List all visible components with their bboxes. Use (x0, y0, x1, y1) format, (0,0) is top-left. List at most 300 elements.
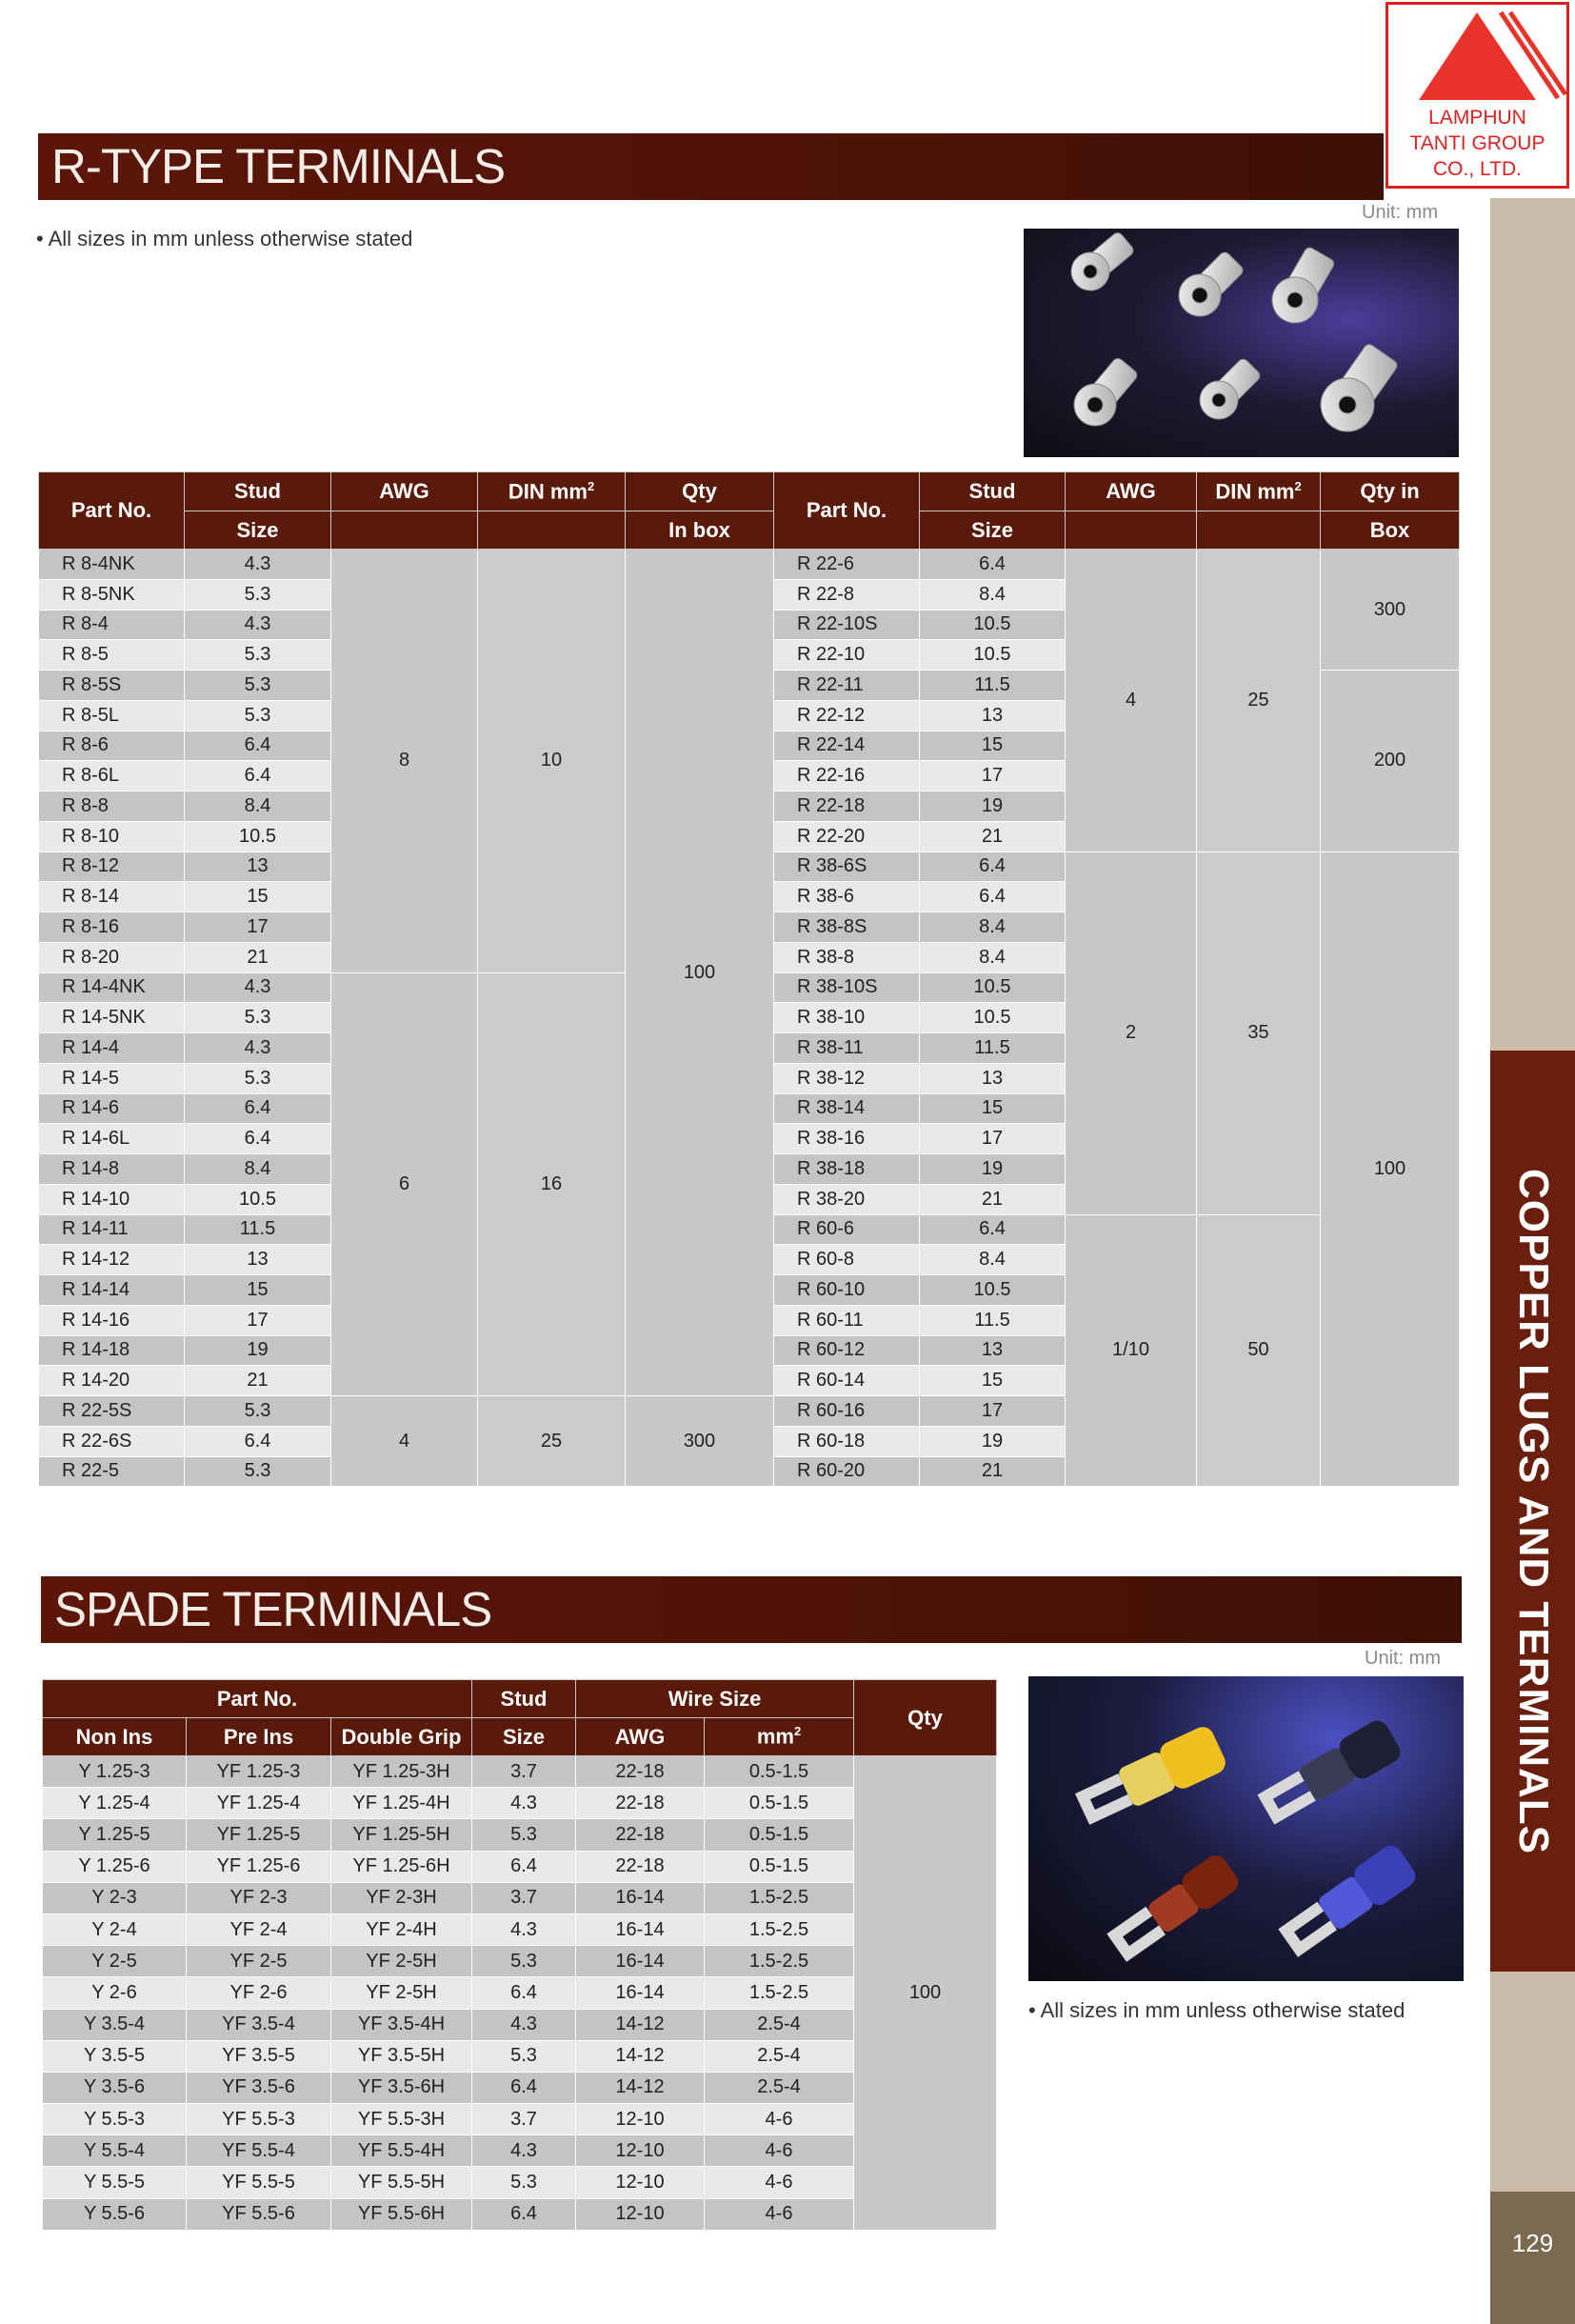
non-ins-cell: Y 5.5-3 (43, 2104, 187, 2135)
table-row (43, 1913, 997, 1945)
pre-ins-cell: YF 2-4 (187, 1913, 331, 1945)
part-number-cell: R 38-18 (774, 1154, 920, 1185)
non-ins-cell: Y 3.5-4 (43, 2009, 187, 2040)
double-grip-cell: YF 1.25-5H (331, 1819, 472, 1851)
header-box: Box (1321, 511, 1460, 550)
stud-size-cell: 21 (920, 1456, 1066, 1487)
stud-size-cell: 5.3 (185, 1063, 331, 1093)
stud-size-cell: 6.4 (185, 1124, 331, 1154)
stud-size-cell: 3.7 (472, 2104, 576, 2135)
header-awg: AWG (576, 1718, 705, 1756)
double-grip-cell: YF 5.5-5H (331, 2167, 472, 2198)
awg-cell: 16-14 (576, 1977, 705, 2009)
table-row (43, 1819, 997, 1851)
stud-size-cell: 8.4 (920, 942, 1066, 972)
header-non-ins: Non Ins (43, 1718, 187, 1756)
header-mm: $mm^2$ (705, 1718, 854, 1756)
table-row (43, 2198, 997, 2230)
awg-cell: 4 (1066, 550, 1197, 852)
part-number-cell: R 22-5S (39, 1396, 185, 1427)
part-number-cell: R 8-5 (39, 640, 185, 671)
part-number-cell: R 38-10 (774, 1003, 920, 1033)
stud-size-cell: 10.5 (920, 1003, 1066, 1033)
stud-size-cell: 4.3 (185, 610, 331, 640)
part-number-cell: R 60-18 (774, 1426, 920, 1456)
stud-size-cell: 8.4 (185, 791, 331, 822)
pre-ins-cell: YF 5.5-6 (187, 2198, 331, 2230)
part-number-cell: R 22-14 (774, 731, 920, 761)
part-number-cell: R 8-6L (39, 761, 185, 791)
sidebar-band-bottom (1490, 1972, 1575, 2192)
part-number-cell: R 8-4 (39, 610, 185, 640)
non-ins-cell: Y 3.5-5 (43, 2040, 187, 2072)
awg-cell: 12-10 (576, 2167, 705, 2198)
part-number-cell: R 14-4 (39, 1033, 185, 1064)
part-number-cell: R 8-6 (39, 731, 185, 761)
awg-cell: 14-12 (576, 2040, 705, 2072)
stud-size-cell: 6.4 (920, 1214, 1066, 1245)
double-grip-cell: YF 3.5-5H (331, 2040, 472, 2072)
mm2-cell: 1.5-2.5 (705, 1946, 854, 1977)
logo-line-3: CO., LTD. (1433, 158, 1522, 180)
mm2-cell: 0.5-1.5 (705, 1756, 854, 1788)
stud-size-cell: 10.5 (185, 821, 331, 851)
table-row (43, 2009, 997, 2040)
mm2-cell: 0.5-1.5 (705, 1819, 854, 1851)
stud-size-cell: 13 (185, 1245, 331, 1275)
stud-size-cell: 6.4 (472, 2072, 576, 2103)
part-number-cell: R 14-11 (39, 1214, 185, 1245)
table-row (43, 2040, 997, 2072)
double-grip-cell: YF 1.25-3H (331, 1756, 472, 1788)
din-cell: 25 (1197, 550, 1321, 852)
non-ins-cell: Y 5.5-6 (43, 2198, 187, 2230)
stud-size-cell: 5.3 (472, 1819, 576, 1851)
spade-terminal-image (1028, 1676, 1464, 1981)
stud-size-cell: 4.3 (472, 1913, 576, 1945)
part-number-cell: R 22-5 (39, 1456, 185, 1487)
stud-size-cell: 15 (920, 1093, 1066, 1124)
part-number-cell: R 38-11 (774, 1033, 920, 1064)
stud-size-cell: 6.4 (185, 731, 331, 761)
double-grip-cell: YF 3.5-6H (331, 2072, 472, 2103)
mm2-cell: 4-6 (705, 2198, 854, 2230)
qty-cell: 200 (1321, 671, 1460, 852)
double-grip-cell: YF 1.25-6H (331, 1851, 472, 1882)
spade-unit: Unit: mm (1365, 1648, 1441, 1669)
stud-size-cell: 15 (185, 1275, 331, 1306)
non-ins-cell: Y 2-6 (43, 1977, 187, 2009)
rtype-table-left (38, 471, 774, 1487)
mm2-cell: 2.5-4 (705, 2009, 854, 2040)
table-row (43, 1977, 997, 2009)
header-din-blank (1197, 511, 1321, 550)
stud-size-cell: 5.3 (185, 1003, 331, 1033)
table-row (43, 1756, 997, 1788)
rtype-table-right (773, 471, 1460, 1487)
double-grip-cell: YF 5.5-3H (331, 2104, 472, 2135)
stud-size-cell: 3.7 (472, 1882, 576, 1913)
table-row (774, 851, 1460, 882)
part-number-cell: R 22-12 (774, 700, 920, 731)
pre-ins-cell: YF 1.25-5 (187, 1819, 331, 1851)
awg-cell: 12-10 (576, 2135, 705, 2167)
spade-product-photo (1028, 1676, 1464, 1981)
mm2-cell: 1.5-2.5 (705, 1913, 854, 1945)
stud-size-cell: 19 (920, 1154, 1066, 1185)
mm2-cell: 4-6 (705, 2167, 854, 2198)
part-number-cell: R 38-10S (774, 972, 920, 1003)
part-number-cell: R 8-14 (39, 882, 185, 912)
stud-size-cell: 6.4 (185, 1426, 331, 1456)
awg-cell: 12-10 (576, 2198, 705, 2230)
part-number-cell: R 22-11 (774, 671, 920, 701)
mm2-cell: 2.5-4 (705, 2040, 854, 2072)
awg-cell: 6 (331, 972, 478, 1396)
table-row (43, 2104, 997, 2135)
part-number-cell: R 22-8 (774, 579, 920, 610)
header-stud: Stud (472, 1680, 576, 1718)
awg-cell: 16-14 (576, 1913, 705, 1945)
din-cell: 50 (1197, 1214, 1321, 1487)
header-din: DIN $mm^2$ (1197, 472, 1321, 511)
stud-size-cell: 17 (920, 761, 1066, 791)
qty-cell: 100 (626, 550, 774, 1396)
stud-size-cell: 15 (920, 1366, 1066, 1396)
stud-size-cell: 11.5 (185, 1214, 331, 1245)
awg-cell: 14-12 (576, 2072, 705, 2103)
table-row (43, 2135, 997, 2167)
part-number-cell: R 8-10 (39, 821, 185, 851)
header-size: Size (920, 511, 1066, 550)
part-number-cell: R 8-4NK (39, 550, 185, 580)
header-awg: AWG (1066, 472, 1197, 511)
non-ins-cell: Y 3.5-6 (43, 2072, 187, 2103)
qty-cell: 100 (854, 1756, 997, 2231)
part-number-cell: R 38-14 (774, 1093, 920, 1124)
part-number-cell: R 8-8 (39, 791, 185, 822)
part-number-cell: R 22-10 (774, 640, 920, 671)
non-ins-cell: Y 1.25-6 (43, 1851, 187, 1882)
section-label: COPPER LUGS AND TERMINALS (1509, 1168, 1557, 1854)
stud-size-cell: 6.4 (920, 550, 1066, 580)
stud-size-cell: 15 (185, 882, 331, 912)
part-number-cell: R 14-8 (39, 1154, 185, 1185)
part-number-cell: R 38-8 (774, 942, 920, 972)
header-din-blank (478, 511, 626, 550)
stud-size-cell: 11.5 (920, 1033, 1066, 1064)
part-number-cell: R 60-16 (774, 1396, 920, 1427)
qty-cell: 300 (1321, 550, 1460, 671)
pre-ins-cell: YF 3.5-6 (187, 2072, 331, 2103)
stud-size-cell: 21 (185, 942, 331, 972)
part-number-cell: R 38-6S (774, 851, 920, 882)
non-ins-cell: Y 1.25-3 (43, 1756, 187, 1788)
header-size: Size (472, 1718, 576, 1756)
stud-size-cell: 17 (185, 912, 331, 943)
double-grip-cell: YF 2-5H (331, 1946, 472, 1977)
part-number-cell: R 22-16 (774, 761, 920, 791)
awg-cell: 22-18 (576, 1819, 705, 1851)
stud-size-cell: 5.3 (472, 2040, 576, 2072)
rtype-title: R-TYPE TERMINALS (38, 133, 1384, 200)
part-number-cell: R 14-12 (39, 1245, 185, 1275)
part-number-cell: R 14-18 (39, 1335, 185, 1366)
header-pre-ins: Pre Ins (187, 1718, 331, 1756)
stud-size-cell: 4.3 (185, 972, 331, 1003)
stud-size-cell: 17 (185, 1305, 331, 1335)
part-number-cell: R 8-5S (39, 671, 185, 701)
stud-size-cell: 13 (920, 1335, 1066, 1366)
stud-size-cell: 21 (920, 821, 1066, 851)
stud-size-cell: 4.3 (472, 1788, 576, 1819)
part-number-cell: R 8-20 (39, 942, 185, 972)
header-din: DIN $mm^2$ (478, 472, 626, 511)
pre-ins-cell: YF 5.5-4 (187, 2135, 331, 2167)
stud-size-cell: 19 (920, 791, 1066, 822)
non-ins-cell: Y 2-5 (43, 1946, 187, 1977)
table-row (39, 550, 774, 580)
stud-size-cell: 5.3 (185, 671, 331, 701)
part-number-cell: R 22-10S (774, 610, 920, 640)
stud-size-cell: 5.3 (472, 2167, 576, 2198)
header-part-no: Part No. (43, 1680, 472, 1718)
part-number-cell: R 14-6 (39, 1093, 185, 1124)
part-number-cell: R 38-16 (774, 1124, 920, 1154)
pre-ins-cell: YF 1.25-3 (187, 1756, 331, 1788)
part-number-cell: R 60-6 (774, 1214, 920, 1245)
stud-size-cell: 4.3 (472, 2009, 576, 2040)
non-ins-cell: Y 5.5-5 (43, 2167, 187, 2198)
spade-table (42, 1679, 997, 2231)
din-cell: 35 (1197, 851, 1321, 1214)
non-ins-cell: Y 5.5-4 (43, 2135, 187, 2167)
table-row (39, 1396, 774, 1427)
table-row (43, 1851, 997, 1882)
awg-cell: 16-14 (576, 1946, 705, 1977)
part-number-cell: R 14-6L (39, 1124, 185, 1154)
header-in-box: In box (626, 511, 774, 550)
stud-size-cell: 5.3 (185, 1396, 331, 1427)
part-number-cell: R 22-18 (774, 791, 920, 822)
stud-size-cell: 10.5 (920, 610, 1066, 640)
part-number-cell: R 22-6 (774, 550, 920, 580)
part-number-cell: R 14-4NK (39, 972, 185, 1003)
header-qty: Qty (854, 1680, 997, 1756)
part-number-cell: R 38-12 (774, 1063, 920, 1093)
din-cell: 25 (478, 1396, 626, 1487)
header-awg-blank (331, 511, 478, 550)
non-ins-cell: Y 2-4 (43, 1913, 187, 1945)
part-number-cell: R 38-20 (774, 1184, 920, 1214)
stud-size-cell: 10.5 (920, 1275, 1066, 1306)
awg-cell: 2 (1066, 851, 1197, 1214)
table-row (43, 2167, 997, 2198)
header-qty: Qty (626, 472, 774, 511)
part-number-cell: R 14-10 (39, 1184, 185, 1214)
double-grip-cell: YF 2-3H (331, 1882, 472, 1913)
pre-ins-cell: YF 1.25-4 (187, 1788, 331, 1819)
part-number-cell: R 38-8S (774, 912, 920, 943)
pre-ins-cell: YF 5.5-3 (187, 2104, 331, 2135)
rtype-note: • All sizes in mm unless otherwise stated (36, 227, 413, 250)
stud-size-cell: 3.7 (472, 1756, 576, 1788)
mm2-cell: 2.5-4 (705, 2072, 854, 2103)
stud-size-cell: 17 (920, 1396, 1066, 1427)
stud-size-cell: 6.4 (472, 2198, 576, 2230)
awg-cell: 12-10 (576, 2104, 705, 2135)
part-number-cell: R 60-8 (774, 1245, 920, 1275)
part-number-cell: R 14-5 (39, 1063, 185, 1093)
mm2-cell: 4-6 (705, 2104, 854, 2135)
double-grip-cell: YF 1.25-4H (331, 1788, 472, 1819)
header-wire-size: Wire Size (576, 1680, 854, 1718)
table-row (43, 1788, 997, 1819)
awg-cell: 22-18 (576, 1851, 705, 1882)
stud-size-cell: 4.3 (185, 1033, 331, 1064)
pre-ins-cell: YF 3.5-5 (187, 2040, 331, 2072)
header-stud: Stud (185, 472, 331, 511)
stud-size-cell: 10.5 (185, 1184, 331, 1214)
table-row (43, 2072, 997, 2103)
header-stud: Stud (920, 472, 1066, 511)
part-number-cell: R 8-5L (39, 700, 185, 731)
sidebar-band-top (1490, 198, 1575, 1051)
stud-size-cell: 5.3 (185, 1456, 331, 1487)
stud-size-cell: 21 (185, 1366, 331, 1396)
stud-size-cell: 10.5 (920, 972, 1066, 1003)
qty-cell: 300 (626, 1396, 774, 1487)
stud-size-cell: 11.5 (920, 1305, 1066, 1335)
double-grip-cell: YF 5.5-4H (331, 2135, 472, 2167)
awg-cell: 22-18 (576, 1756, 705, 1788)
stud-size-cell: 5.3 (472, 1946, 576, 1977)
double-grip-cell: YF 2-5H (331, 1977, 472, 2009)
header-awg-blank (1066, 511, 1197, 550)
part-number-cell: R 14-20 (39, 1366, 185, 1396)
header-size: Size (185, 511, 331, 550)
part-number-cell: R 8-12 (39, 851, 185, 882)
stud-size-cell: 8.4 (185, 1154, 331, 1185)
table-row (43, 1882, 997, 1913)
non-ins-cell: Y 1.25-4 (43, 1788, 187, 1819)
stud-size-cell: 6.4 (185, 761, 331, 791)
table-row (774, 550, 1460, 580)
header-part-no: Part No. (774, 472, 920, 550)
stud-size-cell: 15 (920, 731, 1066, 761)
stud-size-cell: 4.3 (472, 2135, 576, 2167)
part-number-cell: R 60-10 (774, 1275, 920, 1306)
double-grip-cell: YF 5.5-6H (331, 2198, 472, 2230)
double-grip-cell: YF 3.5-4H (331, 2009, 472, 2040)
pre-ins-cell: YF 3.5-4 (187, 2009, 331, 2040)
mm2-cell: 0.5-1.5 (705, 1788, 854, 1819)
header-part-no: Part No. (39, 472, 185, 550)
non-ins-cell: Y 2-3 (43, 1882, 187, 1913)
stud-size-cell: 4.3 (185, 550, 331, 580)
part-number-cell: R 8-5NK (39, 579, 185, 610)
mm2-cell: 0.5-1.5 (705, 1851, 854, 1882)
company-logo (1386, 2, 1569, 189)
part-number-cell: R 60-11 (774, 1305, 920, 1335)
table-row (43, 1946, 997, 1977)
ring-terminal-image (1024, 229, 1459, 457)
stud-size-cell: 6.4 (185, 1093, 331, 1124)
pre-ins-cell: YF 1.25-6 (187, 1851, 331, 1882)
pre-ins-cell: YF 5.5-5 (187, 2167, 331, 2198)
part-number-cell: R 14-5NK (39, 1003, 185, 1033)
mm2-cell: 4-6 (705, 2135, 854, 2167)
rtype-unit: Unit: mm (1362, 202, 1438, 223)
header-awg: AWG (331, 472, 478, 511)
part-number-cell: R 14-14 (39, 1275, 185, 1306)
stud-size-cell: 13 (185, 851, 331, 882)
stud-size-cell: 5.3 (185, 579, 331, 610)
mm2-cell: 1.5-2.5 (705, 1977, 854, 2009)
stud-size-cell: 6.4 (472, 1851, 576, 1882)
awg-cell: 22-18 (576, 1788, 705, 1819)
header-double-grip: Double Grip (331, 1718, 472, 1756)
pre-ins-cell: YF 2-5 (187, 1946, 331, 1977)
awg-cell: 4 (331, 1396, 478, 1487)
din-cell: 10 (478, 550, 626, 973)
stud-size-cell: 6.4 (920, 851, 1066, 882)
qty-cell: 100 (1321, 851, 1460, 1487)
stud-size-cell: 6.4 (920, 882, 1066, 912)
part-number-cell: R 22-20 (774, 821, 920, 851)
stud-size-cell: 8.4 (920, 912, 1066, 943)
stud-size-cell: 6.4 (472, 1977, 576, 2009)
mm2-cell: 1.5-2.5 (705, 1882, 854, 1913)
stud-size-cell: 10.5 (920, 640, 1066, 671)
part-number-cell: R 60-12 (774, 1335, 920, 1366)
part-number-cell: R 38-6 (774, 882, 920, 912)
awg-cell: 8 (331, 550, 478, 973)
logo-line-2: TANTI GROUP (1409, 132, 1545, 154)
part-number-cell: R 60-14 (774, 1366, 920, 1396)
stud-size-cell: 5.3 (185, 700, 331, 731)
non-ins-cell: Y 1.25-5 (43, 1819, 187, 1851)
header-qty-in: Qty in (1321, 472, 1460, 511)
stud-size-cell: 13 (920, 700, 1066, 731)
spade-title: SPADE TERMINALS (41, 1576, 1462, 1643)
rtype-product-photo (1024, 229, 1459, 457)
stud-size-cell: 11.5 (920, 671, 1066, 701)
awg-cell: 14-12 (576, 2009, 705, 2040)
part-number-cell: R 60-20 (774, 1456, 920, 1487)
stud-size-cell: 8.4 (920, 1245, 1066, 1275)
pre-ins-cell: YF 2-6 (187, 1977, 331, 2009)
part-number-cell: R 14-16 (39, 1305, 185, 1335)
spade-note: • All sizes in mm unless otherwise stated (1028, 1998, 1406, 2022)
pre-ins-cell: YF 2-3 (187, 1882, 331, 1913)
part-number-cell: R 8-16 (39, 912, 185, 943)
stud-size-cell: 13 (920, 1063, 1066, 1093)
awg-cell: 1/10 (1066, 1214, 1197, 1487)
double-grip-cell: YF 2-4H (331, 1913, 472, 1945)
stud-size-cell: 19 (920, 1426, 1066, 1456)
stud-size-cell: 19 (185, 1335, 331, 1366)
part-number-cell: R 22-6S (39, 1426, 185, 1456)
logo-line-1: LAMPHUN (1428, 107, 1526, 129)
din-cell: 16 (478, 972, 626, 1396)
stud-size-cell: 17 (920, 1124, 1066, 1154)
page-number: 129 (1511, 2229, 1554, 2257)
awg-cell: 16-14 (576, 1882, 705, 1913)
stud-size-cell: 21 (920, 1184, 1066, 1214)
stud-size-cell: 8.4 (920, 579, 1066, 610)
stud-size-cell: 5.3 (185, 640, 331, 671)
